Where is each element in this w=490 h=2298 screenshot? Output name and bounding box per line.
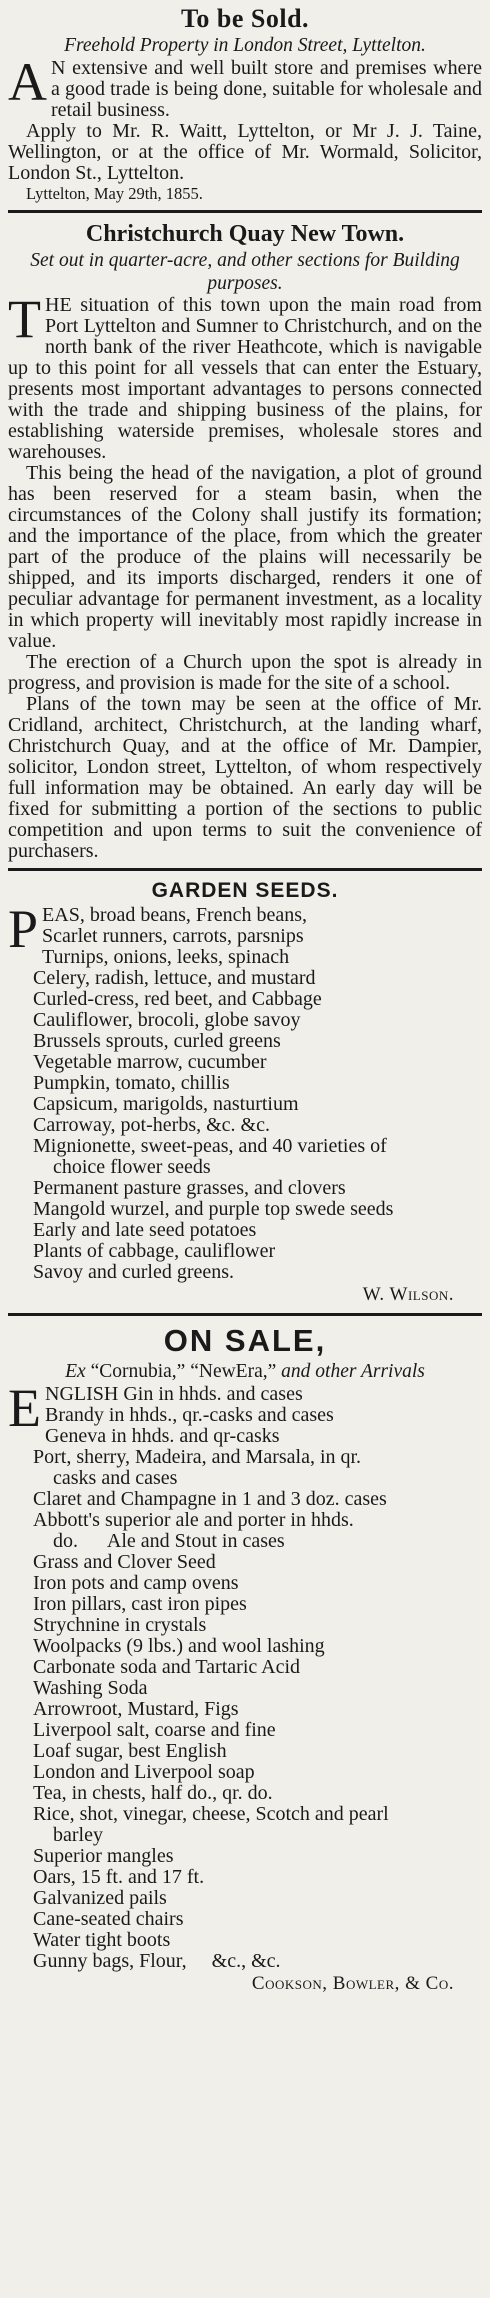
ad-paragraph: The erection of a Church upon the spot is already in progress, and provision is made for the site of a school. [8,651,482,694]
drop-cap: T [8,289,41,349]
garden-seeds-list-block [8,899,482,1283]
list-item: Iron pillars, cast iron pipes [33,1593,247,1615]
list-item: Tea, in chests, half do., qr. do. [33,1782,273,1804]
list-item: Carbonate soda and Tartaric Acid [33,1656,301,1678]
list-item: Grass and Clover Seed [33,1551,216,1573]
list-item: Liverpool salt, coarse and fine [33,1719,276,1741]
list-item: Abbott's superior ale and porter in hhds. [33,1509,354,1531]
list-item: Turnips, onions, leeks, spinach [42,946,290,968]
list-item: choice flower seeds [53,1156,211,1178]
ad-title: To be Sold. [180,4,310,33]
list-item: Savoy and curled greens. [33,1261,235,1283]
list-item: Celery, radish, lettuce, and mustard [33,967,316,989]
list-item: Rice, shot, vinegar, cheese, Scotch and pearl [33,1803,389,1825]
list-item: Geneva in hhds. and qr-casks [45,1425,280,1447]
section-divider [8,868,482,871]
ad-paragraph: Plans of the town may be seen at the office of Mr. Cridland, architect, Christchurch, at the landing wharf, Christchurch Quay, and at the office of Mr. Dampier, solicitor, London street, Lyttelton, of whom respectively full information may be obtained. An early day will be fixed for submitting a portion of the sections to public competition and upon terms to suit the convenience of purchasers. [8,693,482,862]
on-sale-ad [8,1322,482,1996]
ship-name: “Cornubia,” [90,1361,186,1382]
list-item: Mangold wurzel, and purple top swede seeds [33,1198,394,1220]
section-divider [8,1313,482,1316]
ad-date: Lyttelton, May 29th, 1855. [26,184,203,203]
list-item: Mignionette, sweet-peas, and 40 varieties of [33,1135,387,1157]
list-item: NGLISH Gin in hhds. and cases [45,1383,303,1405]
paragraph-text: N extensive and well built store and premises where a good trade is being done, suitable for wholesale and retail business. [51,57,482,121]
list-item: Gunny bags, Flour, &c., &c. [33,1950,281,1972]
ship-name: “NewEra,” [185,1361,277,1382]
list-item: barley [53,1824,103,1846]
garden-seeds-ad [8,877,482,1307]
drop-cap: P [8,899,39,959]
ad-paragraph: This being the head of the navigation, a plot of ground has been reserved for a steam basin, when the circumstances of the Colony shall justify its formation; and the importance of the place, from which the greater part of the produce of the plains will necessarily be shipped, and its imports discharged, renders it one of peculiar advantage for permanent investment, as a locality in which property will inevitably most rapidly increase in value. [8,462,482,652]
list-item: Iron pots and camp ovens [33,1572,239,1594]
list-item: EAS, broad beans, French beans, [42,904,307,926]
list-item: Galvanized pails [33,1887,167,1909]
list-item: Brussels sprouts, curled greens [33,1030,281,1052]
ad-signature: Cookson, Bowler, & Co. [251,1973,454,1994]
subtitle-prefix: Ex [65,1361,91,1382]
list-item: Permanent pasture grasses, and clovers [33,1177,346,1199]
garden-seeds-list [8,899,482,1283]
subtitle-suffix: and other Arrivals [276,1361,425,1382]
list-item: Vegetable marrow, cucumber [33,1051,267,1073]
on-sale-list [8,1378,482,1972]
list-item: do. Ale and Stout in cases [53,1530,285,1552]
list-item: Cauliflower, brocoli, globe savoy [33,1009,301,1031]
list-item: Washing Soda [33,1677,148,1699]
ad-subtitle: Freehold Property in London Street, Lyttelton. [64,35,426,56]
paragraph-text: HE situation of this town upon the main road from Port Lyttelton and Sumner to Christchurch, and on the north bank of the river Heathcote, which is navigable up to this point for all vessels that can enter the Estuary, presents most important advantages to persons connected with the trade and shipping business of the plains, for establishing waterside premises, wholesale stores and warehouses. [8,294,482,463]
list-item: London and Liverpool soap [33,1761,255,1783]
drop-cap: A [8,52,47,112]
list-item: Early and late seed potatoes [33,1219,257,1241]
ad-title: ON SALE, [163,1323,327,1358]
list-item: Carroway, pot-herbs, &c. &c. [33,1114,270,1136]
list-item: Cane-seated chairs [33,1908,184,1930]
on-sale-list-block [8,1378,482,1972]
ad-signature: W. Wilson. [362,1284,454,1305]
ad-paragraph [8,289,482,463]
to-be-sold-ad [8,4,482,204]
ad-subtitle [8,1360,482,1384]
list-item: Plants of cabbage, cauliflower [33,1240,276,1262]
list-item: Woolpacks (9 lbs.) and wool lashing [33,1635,325,1657]
christchurch-quay-ad [8,219,482,862]
list-item: Oars, 15 ft. and 17 ft. [33,1866,205,1888]
ad-title: GARDEN SEEDS. [151,879,339,902]
list-item: Port, sherry, Madeira, and Marsala, in qr. [33,1446,362,1468]
ad-subtitle: Set out in quarter-acre, and other sections for Building purposes. [30,250,460,294]
list-item: casks and cases [53,1467,178,1489]
section-divider [8,210,482,213]
list-item: Strychnine in crystals [33,1614,207,1636]
ad-paragraph [8,52,482,121]
ad-paragraph: Apply to Mr. R. Waitt, Lyttelton, or Mr J. J. Taine, Wellington, or at the office of Mr. Wormald, Solicitor, London St., Lyttelton. [8,120,482,184]
drop-cap: E [8,1378,41,1438]
list-item: Scarlet runners, carrots, parsnips [42,925,304,947]
list-item: Claret and Champagne in 1 and 3 doz. cases [33,1488,387,1510]
list-item: Water tight boots [33,1929,171,1951]
list-item: Curled-cress, red beet, and Cabbage [33,988,322,1010]
ad-title: Christchurch Quay New Town. [85,221,405,247]
list-item: Capsicum, marigolds, nasturtium [33,1093,299,1115]
list-item: Pumpkin, tomato, chillis [33,1072,230,1094]
list-item: Brandy in hhds., qr.-casks and cases [45,1404,334,1426]
list-item: Superior mangles [33,1845,174,1867]
list-item: Loaf sugar, best English [33,1740,227,1762]
list-item: Arrowroot, Mustard, Figs [33,1698,239,1720]
